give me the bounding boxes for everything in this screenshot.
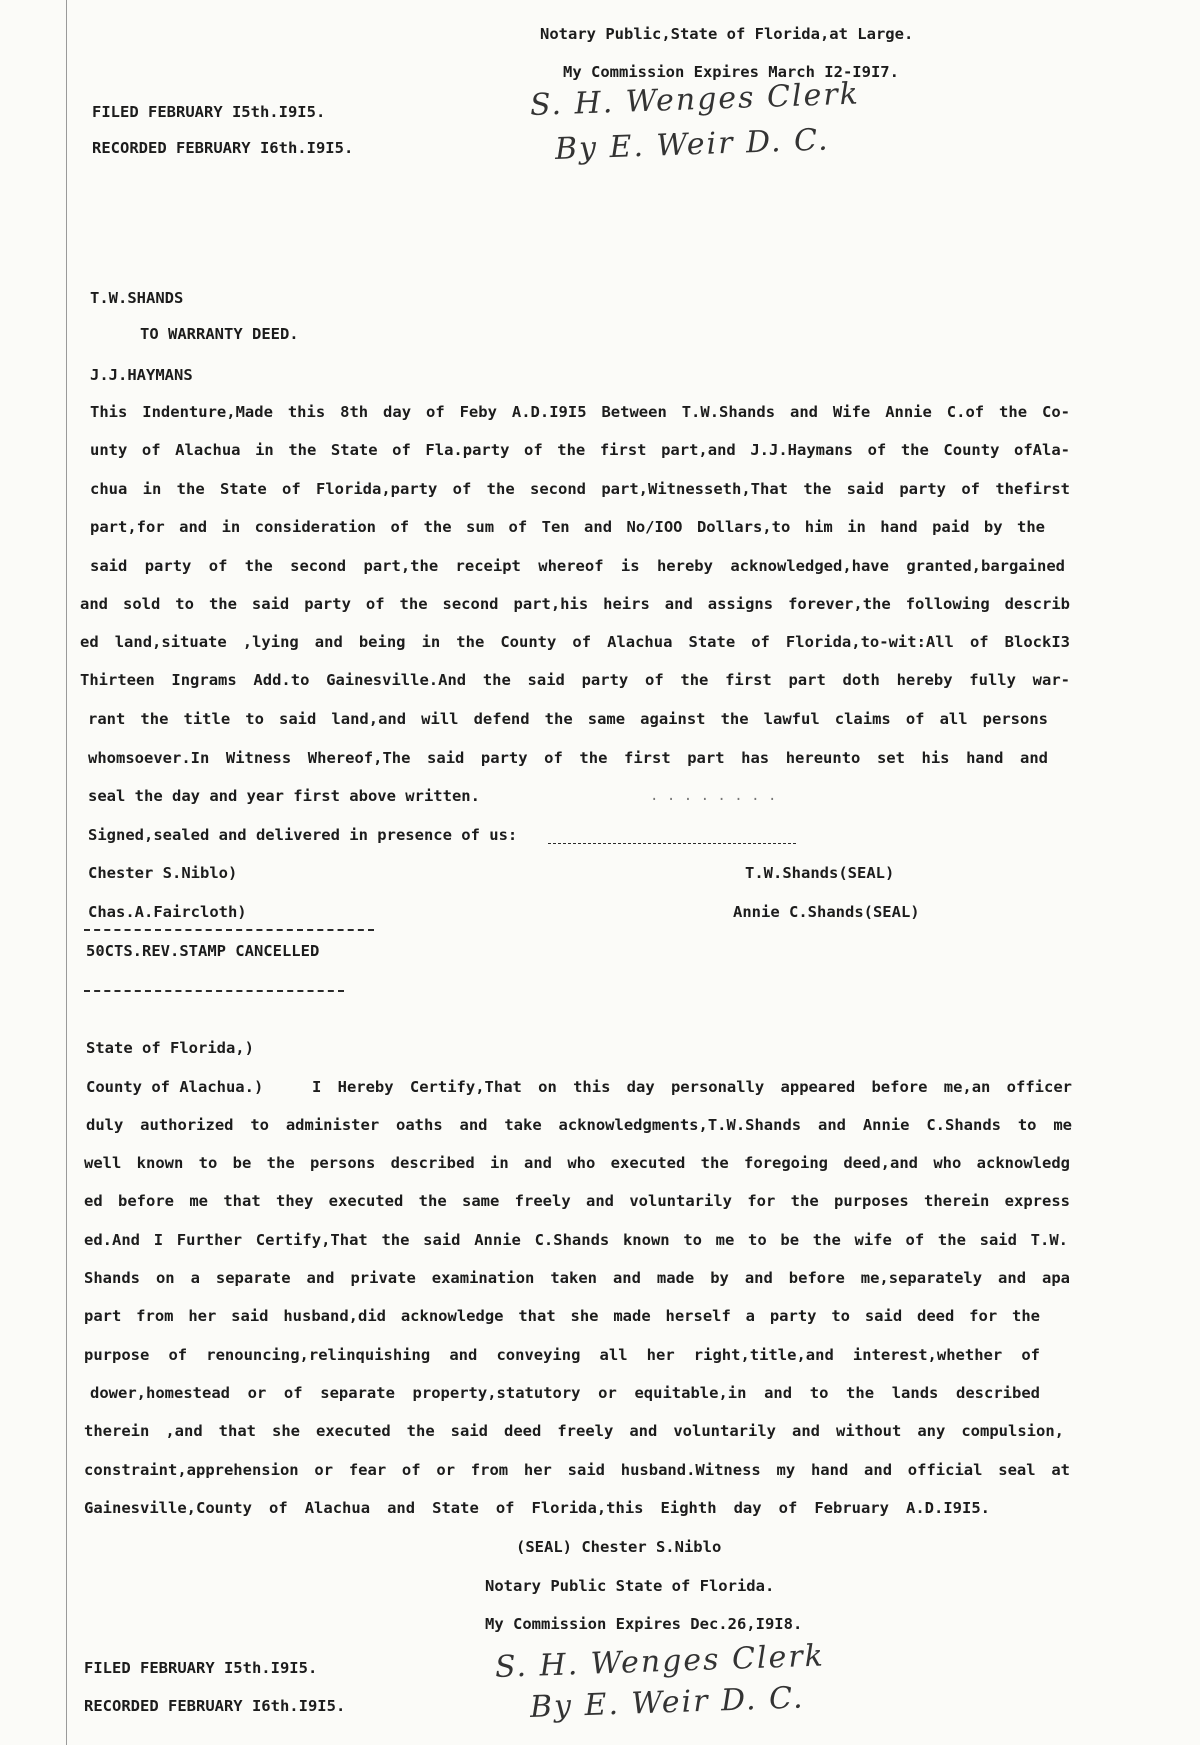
deed-body-line: seal the day and year first above written. [88, 787, 480, 805]
ack-state: State of Florida,) [86, 1039, 254, 1057]
clerk-signature-top-line1: S. H. Wenges Clerk [529, 76, 861, 123]
grantee-name: J.J.HAYMANS [90, 366, 193, 384]
stamp-border-top [84, 929, 374, 931]
ack-body-line: ed before me that they executed the same freely and voluntarily for the purposes therein express [84, 1192, 1070, 1210]
grantor-name: T.W.SHANDS [90, 289, 184, 307]
deed-body-line: This Indenture,Made this 8th day of Feby A.D.I9I5 Between T.W.Shands and Wife Annie C.of the Co- [90, 403, 1070, 421]
deed-body-line: chua in the State of Florida,party of the second part,Witnesseth,That the said party of thefirst [90, 480, 1070, 498]
filed-date-top: FILED FEBRUARY I5th.I9I5. [92, 103, 326, 121]
ack-county: County of Alachua.) [86, 1078, 264, 1096]
notary-expiration: My Commission Expires Dec.26,I9I8. [485, 1615, 803, 1633]
revenue-stamp-note: 50CTS.REV.STAMP CANCELLED [86, 942, 320, 960]
deed-body-line: and sold to the said party of the second part,his heirs and assigns forever,the following describ [80, 595, 1070, 613]
ack-body-line: duly authorized to administer oaths and take acknowledgments,T.W.Shands and Annie C.Shands to me [86, 1116, 1072, 1134]
smudge-marks: . . . . . . . . [650, 788, 777, 804]
deed-body-line: Thirteen Ingrams Add.to Gainesville.And the said party of the first part doth hereby fully war- [80, 671, 1070, 689]
recorded-date-top: RECORDED FEBRUARY I6th.I9I5. [92, 139, 354, 157]
clerk-signature-bottom-line1: S. H. Wenges Clerk [494, 1638, 826, 1685]
grantor-signature-2: Annie C.Shands(SEAL) [733, 903, 920, 921]
notary-header-line1: Notary Public,State of Florida,at Large. [540, 25, 914, 43]
filed-date-bottom: FILED FEBRUARY I5th.I9I5. [84, 1659, 318, 1677]
grantor-signature-1: T.W.Shands(SEAL) [745, 864, 895, 882]
deed-body-line: said party of the second part,the receipt whereof is hereby acknowledged,have granted,bargained [90, 557, 1065, 575]
ack-body-line: purpose of renouncing,relinquishing and conveying all her right,title,and interest,whether of [84, 1346, 1040, 1364]
clerk-signature-bottom-line2: By E. Weir D. C. [529, 1680, 806, 1725]
ack-body-line: Gainesville,County of Alachua and State of Florida,this Eighth day of February A.D.I9I5. [84, 1499, 990, 1517]
ack-body-line: therein ,and that she executed the said deed freely and voluntarily and without any compulsion, [84, 1422, 1064, 1440]
ack-body-line: ed.And I Further Certify,That the said Annie C.Shands known to me to be the wife of the said T.W. [84, 1231, 1068, 1249]
notary-seal-name: (SEAL) Chester S.Niblo [516, 1538, 722, 1556]
left-margin-rule [66, 0, 67, 1745]
deed-body-line: ed land,situate ,lying and being in the County of Alachua State of Florida,to-wit:All of BlockI3 [80, 633, 1070, 651]
ack-body-line: I Hereby Certify,That on this day personally appeared before me,an officer [312, 1078, 1072, 1096]
recorded-date-bottom: RECORDED FEBRUARY I6th.I9I5. [84, 1697, 346, 1715]
deed-body-line: rant the title to said land,and will defend the same against the lawful claims of all persons [88, 710, 1048, 728]
witness-1: Chester S.Niblo) [88, 864, 238, 882]
deed-type: TO WARRANTY DEED. [140, 325, 299, 343]
notary-title: Notary Public State of Florida. [485, 1577, 775, 1595]
deed-body-line: unty of Alachua in the State of Fla.party of the first part,and J.J.Haymans of the County ofAla- [90, 441, 1070, 459]
signed-in-presence-line: Signed,sealed and delivered in presence of us: [88, 826, 518, 844]
clerk-signature-top-line2: By E. Weir D. C. [554, 122, 831, 167]
deed-body-line: whomsoever.In Witness Whereof,The said party of the first part has hereunto set his hand and [88, 749, 1048, 767]
ack-body-line: Shands on a separate and private examination taken and made by and before me,separately and apa [84, 1269, 1070, 1287]
signature-underline [548, 843, 796, 844]
deed-body-line: part,for and in consideration of the sum of Ten and No/IOO Dollars,to him in hand paid by the [90, 518, 1045, 536]
stamp-border-bottom [84, 990, 344, 992]
witness-2: Chas.A.Faircloth) [88, 903, 247, 921]
ack-body-line: well known to be the persons described in and who executed the foregoing deed,and who acknowledg [84, 1154, 1070, 1172]
ack-body-line: constraint,apprehension or fear of or from her said husband.Witness my hand and official seal at [84, 1461, 1070, 1479]
ack-body-line: dower,homestead or of separate property,statutory or equitable,in and to the lands described [90, 1384, 1040, 1402]
ack-body-line: part from her said husband,did acknowledge that she made herself a party to said deed for the [84, 1307, 1040, 1325]
notary-header-line2: My Commission Expires March I2-I9I7. [563, 63, 899, 81]
